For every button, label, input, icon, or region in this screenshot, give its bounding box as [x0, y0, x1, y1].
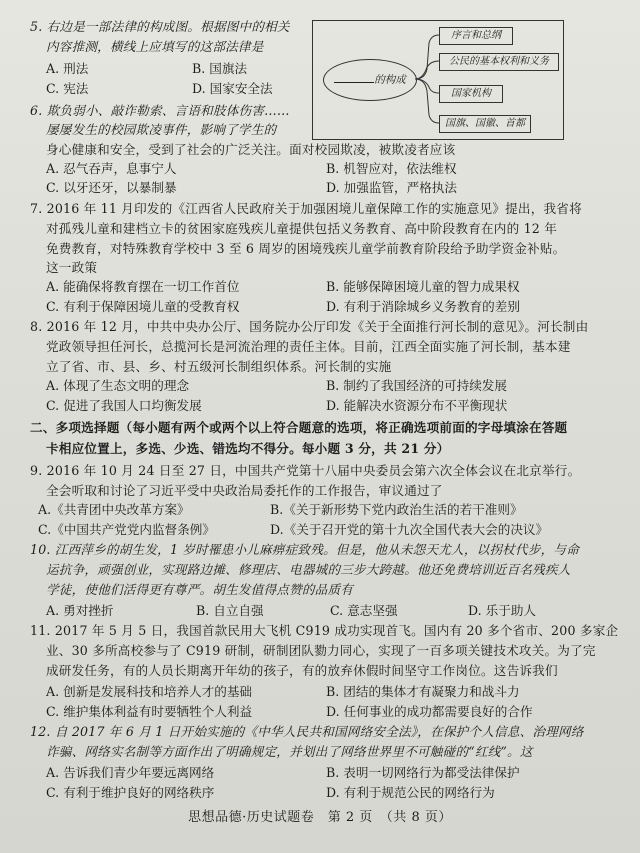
page-footer: 思想品德·历史试题卷 第 2 页 （共 8 页）: [188, 810, 452, 825]
q7-stem-line-1: 7. 2016 年 11 月印发的《江西省人民政府关于加强困境儿童保障工作的实施意见》提出，我省将: [30, 201, 582, 216]
q12-option-d: D. 有利于规范公民的网络行为: [326, 785, 495, 800]
q7-option-a: A. 能确保将教育摆在一切工作首位: [46, 279, 240, 294]
diagram-box-organs: 国家机构: [439, 85, 503, 103]
q8-option-d: D. 能解决水资源分布不平衡现状: [326, 398, 508, 413]
q11-stem-line-3: 成研发任务，有的人员长期离开年幼的孩子，有的放弃休假时间坚守工作岗位。这告诉我们: [46, 663, 558, 678]
q6-option-b: B. 机智应对，依法维权: [326, 161, 457, 176]
q9-option-a: A.《共青团中央改革方案》: [38, 502, 190, 517]
q7-stem-line-2: 对孤残儿童和建档立卡的贫困家庭残疾儿童提供包括义务教育、高中阶段教育在内的 12 年: [46, 221, 557, 236]
q12-option-b: B. 表明一切网络行为都受法律保护: [326, 765, 520, 780]
q5-stem-line-1: 5. 右边是一部法律的构成图。根据图中的相关: [30, 19, 290, 34]
q9-option-c: C.《中国共产党党内监督条例》: [38, 522, 215, 537]
q10-stem-line-1: 10. 江西萍乡的胡生发，1 岁时罹患小儿麻痹症致残。但是，他从未怨天尤人，以拐杖代步，与命: [30, 542, 579, 557]
diagram-box-rights: 公民的基本权利和义务: [439, 53, 559, 71]
q8-option-c: C. 促进了我国人口均衡发展: [46, 398, 202, 413]
section-2-heading-line-2: 卡相应位置上，多选、少选、错选均不得分。每小题 3 分，共 21 分）: [46, 441, 450, 456]
diagram-center: [323, 59, 417, 101]
q6-option-c: C. 以牙还牙，以暴制暴: [46, 180, 177, 195]
q8-stem-line-3: 立了省、市、县、乡、村五级河长制组织体系。河长制的实施: [46, 359, 392, 374]
q10-option-a: A. 勇对挫折: [46, 603, 114, 618]
q11-stem-line-2: 业、30 多所高校参与了 C919 研制，研制团队勠力同心，实现了一百多项关键技术攻关。为了完: [46, 643, 596, 658]
q5-option-b: B. 国旗法: [192, 61, 248, 76]
q6-stem-line-1: 6. 欺负弱小、敲诈勒索、言语和肢体伤害……: [30, 103, 290, 118]
q6-option-d: D. 加强监管，严格执法: [326, 180, 457, 195]
q5-option-c: C. 宪法: [46, 81, 89, 96]
q6-option-a: A. 忍气吞声，息事宁人: [46, 161, 177, 176]
diagram-box-symbols: 国旗、国徽、首都: [439, 115, 531, 133]
q9-stem-line-2: 全会听取和讨论了习近平受中央政治局委托作的工作报告，审议通过了: [46, 483, 443, 498]
diagram-center-label: 的构成: [374, 74, 406, 86]
q12-option-a: A. 告诉我们青少年要远离网络: [46, 765, 215, 780]
q10-option-c: C. 意志坚强: [330, 603, 398, 618]
q5-option-d: D. 国家安全法: [192, 81, 273, 96]
q7-stem-line-4: 这一政策: [46, 260, 98, 275]
q9-stem-line-1: 9. 2016 年 10 月 24 日至 27 日，中国共产党第十八届中央委员会第六次全体会议在北京举行。: [30, 463, 581, 478]
q5-stem-line-2: 内容推测，横线上应填写的这部法律是: [46, 39, 264, 54]
q9-option-b: B.《关于新形势下党内政治生活的若干准则》: [270, 502, 523, 517]
q8-option-b: B. 制约了我国经济的可持续发展: [326, 378, 507, 393]
q8-option-a: A. 体现了生态文明的理念: [46, 378, 190, 393]
q10-option-d: D. 乐于助人: [468, 603, 537, 618]
q11-option-b: B. 团结的集体才有凝聚力和战斗力: [326, 684, 520, 699]
q11-option-d: D. 任何事业的成功都需要良好的合作: [326, 704, 533, 719]
q9-option-d: D.《关于召开党的第十九次全国代表大会的决议》: [270, 522, 549, 537]
q10-stem-line-2: 运抗争，顽强创业，实现路边摊、修理店、电器城的三步大跨越。他还免费培训近百名残疾人: [46, 562, 571, 577]
q10-stem-line-3: 学徒，使他们活得更有尊严。胡生发值得点赞的品质有: [46, 582, 354, 597]
q7-option-d: D. 有利于消除城乡义务教育的差别: [326, 299, 520, 314]
q7-option-c: C. 有利于保障困境儿童的受教育权: [46, 299, 240, 314]
q12-stem-line-1: 12. 自 2017 年 6 月 1 日开始实施的《中华人民共和国网络安全法》，在保护个人信息、治理网络: [30, 724, 584, 739]
q11-stem-line-1: 11. 2017 年 5 月 5 日，我国首款民用大飞机 C919 成功实现首飞。国内有 20 多个省市、200 多家企: [30, 623, 619, 638]
q10-option-b: B. 自立自强: [196, 603, 264, 618]
section-2-heading-line-1: 二、多项选择题（每小题有两个或两个以上符合题意的选项，将正确选项前面的字母填涂在答题: [30, 420, 568, 435]
q8-stem-line-2: 党政领导担任河长，总揽河长是河流治理的责任主体。目前，江西全面实施了河长制，基本建: [46, 339, 571, 354]
diagram-blank: [334, 72, 374, 83]
diagram-box-preamble: 序言和总纲: [439, 27, 513, 45]
q12-stem-line-2: 诈骗、网络实名制等方面作出了明确规定，并划出了网络世界里不可触碰的“红线”。这: [46, 744, 533, 759]
q7-option-b: B. 能够保障困境儿童的智力成果权: [326, 279, 520, 294]
q5-option-a: A. 刑法: [46, 61, 89, 76]
q7-stem-line-3: 免费教育，对特殊教育学校中 3 至 6 周岁的困境残疾儿童学前教育阶段给予助学资金补贴。: [46, 241, 566, 256]
q6-stem-line-2: 屡屡发生的校园欺凌事件，影响了学生的: [46, 122, 277, 137]
q8-stem-line-1: 8. 2016 年 12 月，中共中央办公厅、国务院办公厅印发《关于全面推行河长制的意见》。河长制由: [30, 319, 589, 334]
q6-stem-line-3: 身心健康和安全，受到了社会的广泛关注。面对校园欺凌，被欺凌者应该: [46, 142, 456, 157]
q11-option-a: A. 创新是发展科技和培养人才的基础: [46, 684, 253, 699]
q11-option-c: C. 维护集体利益有时要牺牲个人利益: [46, 704, 253, 719]
q12-option-c: C. 有利于维护良好的网络秩序: [46, 785, 215, 800]
